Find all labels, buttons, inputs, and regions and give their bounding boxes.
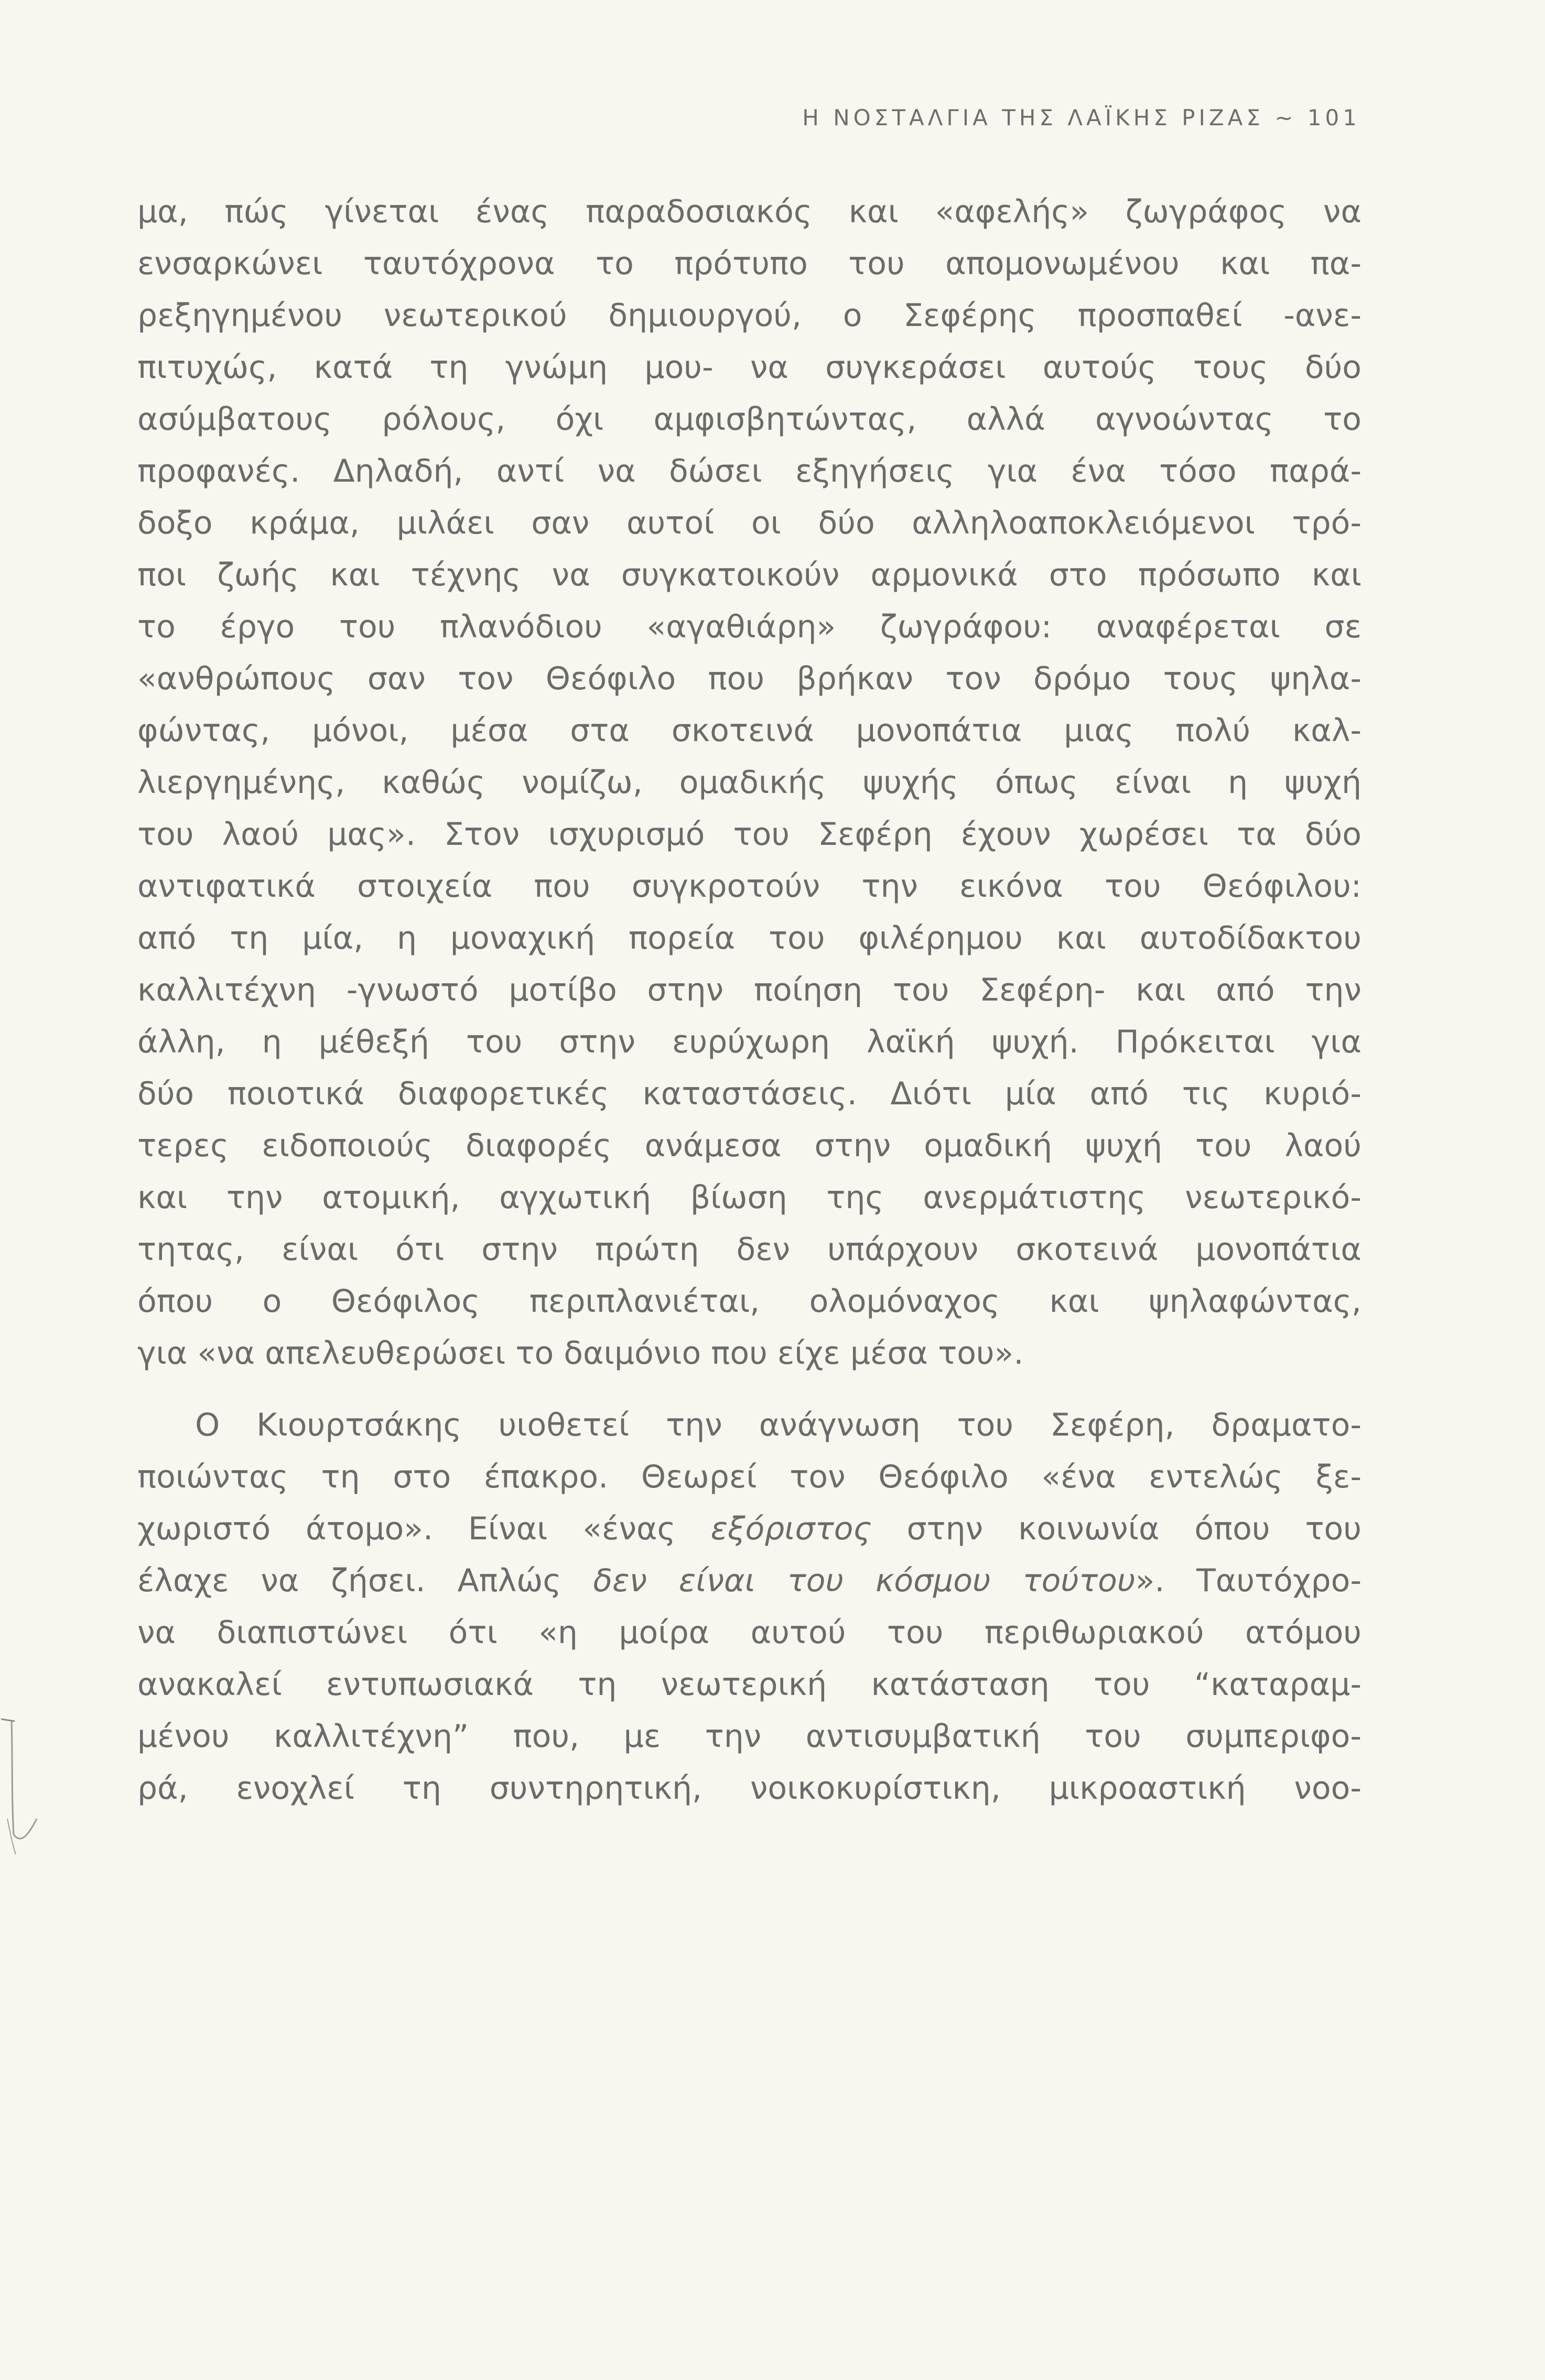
paragraph-1 — [137, 186, 1362, 1379]
text-line: μα, πώς γίνεται ένας παραδοσιακός και «αφελής» ζωγράφος να — [137, 193, 1362, 230]
text-line: για «να απελευθερώσει το δαιμόνιο που είχε μέσα του». — [137, 1335, 1024, 1372]
text-line: του λαού μας». Στον ισχυρισμό του Σεφέρη έχουν χωρέσει τα δύο — [137, 816, 1362, 853]
text-line: «ανθρώπους σαν τον Θεόφιλο που βρήκαν τον δρόμο τους ψηλα- — [137, 660, 1362, 697]
text-line: πιτυχώς, κατά τη γνώμη μου- να συγκεράσει αυτούς τους δύο — [137, 349, 1362, 386]
text-line: ανακαλεί εντυπωσιακά τη νεωτερική κατάσταση του “καταραμ- — [137, 1666, 1362, 1703]
running-head: Η ΝΟΣΤΑΛΓΙΑ ΤΗΣ ΛΑΪΚΗΣ ΡΙΖΑΣ ~ 101 — [802, 105, 1360, 131]
text-segment: στην κοινωνία όπου του — [871, 1510, 1362, 1547]
pencil-margin-mark-icon — [0, 1714, 47, 1871]
text-line: προφανές. Δηλαδή, αντί να δώσει εξηγήσεις για ένα τόσο παρά- — [137, 453, 1362, 490]
text-line: τερες ειδοποιούς διαφορές ανάμεσα στην ομαδική ψυχή του λαού — [137, 1127, 1362, 1164]
text-line: να διαπιστώνει ότι «η μοίρα αυτού του περιθωριακού ατόμου — [137, 1614, 1362, 1651]
italic-word: εξόριστος — [710, 1510, 872, 1547]
text-line: το έργο του πλανόδιου «αγαθιάρη» ζωγράφου: αναφέρεται σε — [137, 608, 1362, 645]
text-line: και την ατομική, αγχωτική βίωση της ανερμάτιστης νεωτερικό- — [137, 1179, 1362, 1216]
text-line: ενσαρκώνει ταυτόχρονα το πρότυπο του απομονωμένου και πα- — [137, 245, 1362, 282]
text-line: φώντας, μόνοι, μέσα στα σκοτεινά μονοπάτια μιας πολύ καλ- — [137, 712, 1362, 749]
text-line: ρά, ενοχλεί τη συντηρητική, νοικοκυρίστικη, μικροαστική νοο- — [137, 1770, 1362, 1807]
text-segment: ». Ταυτόχρο- — [1135, 1562, 1362, 1599]
text-line: ασύμβατους ρόλους, όχι αμφισβητώντας, αλλά αγνοώντας το — [137, 401, 1362, 438]
text-line: άλλη, η μέθεξή του στην ευρύχωρη λαϊκή ψυχή. Πρόκειται για — [137, 1024, 1362, 1060]
text-line: Ο Κιουρτσάκης υιοθετεί την ανάγνωση του Σεφέρη, δραματο- — [195, 1407, 1362, 1443]
text-line: λιεργημένης, καθώς νομίζω, ομαδικής ψυχής όπως είναι η ψυχή — [137, 764, 1362, 801]
text-segment: έλαχε να ζήσει. Απλώς — [137, 1562, 593, 1599]
text-line: καλλιτέχνη -γνωστό μοτίβο στην ποίηση του Σεφέρη- και από την — [137, 972, 1362, 1008]
text-segment: χωριστό άτομο». Είναι «ένας — [137, 1510, 711, 1547]
text-line: δύο ποιοτικά διαφορετικές καταστάσεις. Διότι μία από τις κυριό- — [137, 1075, 1362, 1112]
text-line: όπου ο Θεόφιλος περιπλανιέται, ολομόναχος και ψηλαφώντας, — [137, 1283, 1362, 1320]
text-line: ρεξηγημένου νεωτερικού δημιουργού, ο Σεφέρης προσπαθεί -ανε- — [137, 297, 1362, 334]
text-line-with-italic — [137, 1555, 1362, 1607]
text-line: από τη μία, η μοναχική πορεία του φιλέρημου και αυτοδίδακτου — [137, 920, 1362, 957]
paragraph-2 — [137, 1399, 1362, 1814]
text-line: δοξο κράμα, μιλάει σαν αυτοί οι δύο αλληλοαποκλειόμενοι τρό- — [137, 505, 1362, 541]
text-line: ποι ζωής και τέχνης να συγκατοικούν αρμονικά στο πρόσωπο και — [137, 557, 1362, 593]
text-line: αντιφατικά στοιχεία που συγκροτούν την εικόνα του Θεόφιλου: — [137, 868, 1362, 905]
text-line: τητας, είναι ότι στην πρώτη δεν υπάρχουν σκοτεινά μονοπάτια — [137, 1231, 1362, 1268]
text-line-with-italic — [137, 1503, 1362, 1555]
text-line: μένου καλλιτέχνη” που, με την αντισυμβατική του συμπεριφο- — [137, 1718, 1362, 1755]
text-line: ποιώντας τη στο έπακρο. Θεωρεί τον Θεόφιλο «ένα εντελώς ξε- — [137, 1459, 1362, 1495]
body-text — [137, 186, 1362, 1814]
italic-phrase: δεν είναι του κόσμου τούτου — [593, 1562, 1136, 1599]
paragraph-gap — [137, 1379, 1362, 1399]
